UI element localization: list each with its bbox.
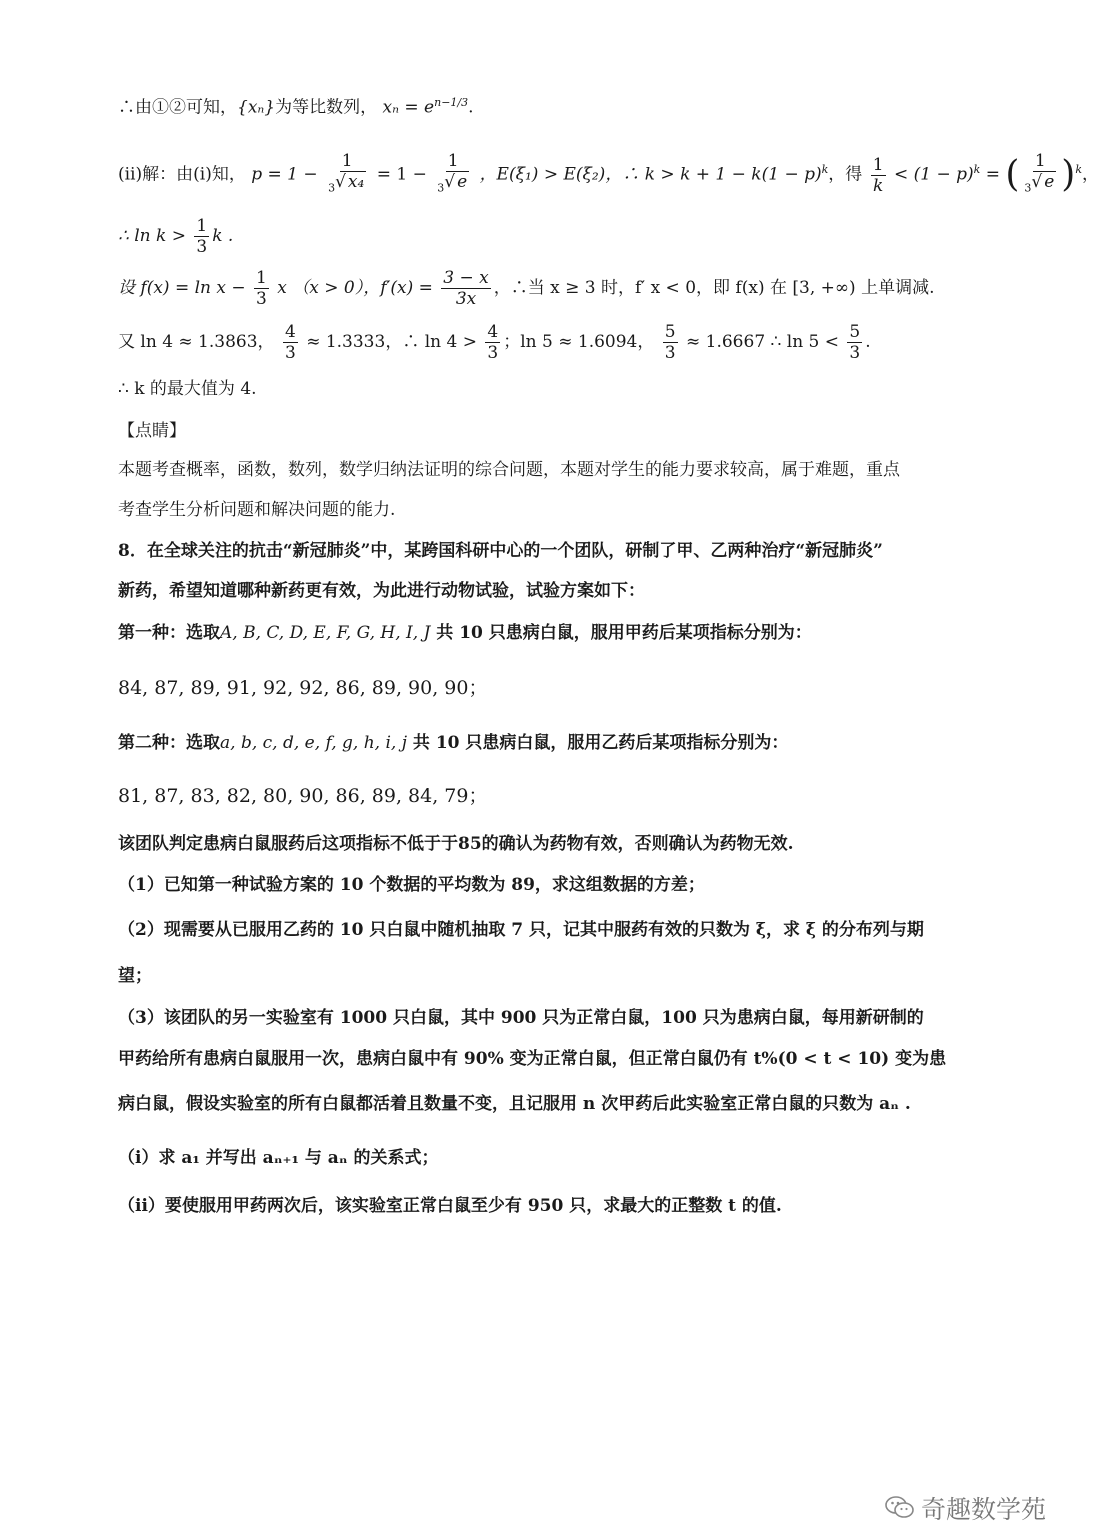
question-1: （1）已知第一种试验方案的 10 个数据的平均数为 89，求这组数据的方差； <box>118 875 705 895</box>
fraction: $\frac{5}{3}$ <box>849 322 861 363</box>
subquestion-ii: （ii）要使服用甲药两次后，该实验室正常白鼠至少有 950 只，求最大的正整数 t 的值. <box>118 1196 782 1216</box>
dianjing-heading: 【点睛】 <box>118 421 186 441</box>
comment-line-2: 考查学生分析问题和解决问题的能力. <box>118 500 396 520</box>
fraction: $\frac{1}{3}$ <box>196 216 208 257</box>
wechat-icon <box>885 1495 915 1521</box>
solution-line-2: (ⅱ)解：由(ⅰ)知， p = 1 − $\frac{1}{_3√ x_4}$ = 1 − $\frac{1}{_3√ e}$ ，E(ξ₁) > E(ξ₂)，∴ $k > k + 1 - k(1 - p)^k$，得 $\frac{1}{k}$ < $(1 - p)^k$ = ( $\frac{1}{_3√ e}$ )$^k$， <box>118 148 1020 199</box>
text: (ⅱ)解：由(ⅰ)知， <box>118 164 246 185</box>
fraction: $\frac{1}{_3√ e}$ <box>437 151 468 195</box>
solution-line-1 <box>118 90 1020 121</box>
text: ≈ 1.6667 ∴ ln 5 < <box>686 332 840 352</box>
solution-line-4 <box>118 266 1020 310</box>
question-3-line-3: 病白鼠，假设实验室的所有白鼠都活着且数量不变，且记服用 n 次甲药后此实验室正常白鼠的只数为 aₙ . <box>118 1094 911 1114</box>
text: ∴由①②可知， <box>118 97 237 118</box>
formula: x （x > 0），f′(x) = <box>277 278 433 298</box>
text: ≈ 1.3333，∴ ln 4 > <box>306 332 477 352</box>
question-2-line-1: （2）现需要从已服用乙药的 10 只白鼠中随机抽取 7 只，记其中服药有效的只数为 ξ，求 ξ 的分布列与期 <box>118 920 924 940</box>
text: ，∴当 x ≥ 3 时，f′ x < 0，即 f(x) 在 [3, +∞) 上单调减. <box>493 278 935 298</box>
formula: ，E(ξ₁) > E(ξ₂)，∴ k > k + 1 − k(1 − p) <box>479 164 822 185</box>
fraction: $\frac{4}{3}$ <box>284 322 296 363</box>
problem8-stem-2: 新药，希望知道哪种新药更有效，为此进行动物试验，试验方案如下： <box>118 581 645 601</box>
validity-rule: 该团队判定患病白鼠服药后这项指标不低于于85的确认为药物有效，否则确认为药物无效. <box>118 834 794 854</box>
formula: 设 f(x) = ln x − <box>118 278 246 298</box>
fraction: $\frac{1}{_3√ e}$ <box>1024 151 1055 195</box>
watermark-text: 奇趣数学苑 <box>920 1495 1046 1524</box>
plan2-letters: a, b, c, d, e, f, g, h, i, j <box>220 733 407 753</box>
text: 又 ln 4 ≈ 1.3863， <box>118 332 275 352</box>
plan1-letters: A, B, C, D, E, F, G, H, I, J <box>220 623 431 643</box>
solution-line-3: ∴ ln k > $\frac{1}{3}$ k . <box>118 216 234 257</box>
problem8-stem-1: 8．在全球关注的抗击“新冠肺炎”中，某跨国科研中心的一个团队，研制了甲、乙两种治疗“新冠肺炎” <box>118 541 883 561</box>
plan1-line: 第一种：选取A, B, C, D, E, F, G, H, I, J 共 10 只患病白鼠，服用甲药后某项指标分别为： <box>118 623 812 643</box>
fraction: $\frac{1}{k}$ <box>872 154 884 196</box>
formula: = 1 − <box>376 164 427 185</box>
fraction: $\frac{3 - x}{3x}$ <box>443 268 489 309</box>
question-3-line-2: 甲药给所有患病白鼠服用一次，患病白鼠中有 90% 变为正常白鼠，但正常白鼠仍有 t%(0 < t < 10) 变为患 <box>118 1049 947 1069</box>
plan1-data: 84, 87, 89, 91, 92, 92, 86, 89, 90, 90； <box>118 677 488 699</box>
solution-conclusion: ∴ k 的最大值为 4. <box>118 379 257 399</box>
subquestion-i: （i）求 a₁ 并写出 aₙ₊₁ 与 aₙ 的关系式； <box>118 1148 439 1168</box>
sequence-symbol: {xₙ} <box>237 97 276 118</box>
formula: xₙ = e <box>382 97 435 118</box>
fraction: $\frac{4}{3}$ <box>487 322 499 363</box>
fraction: $\frac{1}{3}$ <box>256 268 267 309</box>
watermark <box>885 1492 1046 1524</box>
question-2-line-2: 望； <box>118 966 152 986</box>
text: . <box>468 97 474 118</box>
text: ，得 <box>828 164 863 185</box>
solution-line-5: 又 ln 4 ≈ 1.3863， $\frac{4}{3}$ ≈ 1.3333，∴ ln 4 > $\frac{4}{3}$ ；ln 5 ≈ 1.6094， $\frac{5}{3}$ ≈ 1.6667 ∴ ln 5 < $\frac{5}{3}$ . <box>118 322 871 363</box>
formula: ∴ ln k > <box>118 226 186 246</box>
formula-exponent: n−1/3 <box>434 96 469 109</box>
question-3-line-1: （3）该团队的另一实验室有 1000 只白鼠，其中 900 只为正常白鼠，100 只为患病白鼠，每用新研制的 <box>118 1008 924 1028</box>
formula: p = 1 − <box>251 164 318 185</box>
comment-line-1: 本题考查概率，函数，数列，数学归纳法证明的综合问题，本题对学生的能力要求较高，属于难题，重点 <box>118 460 900 480</box>
fraction: $\frac{1}{_3√ x_4}$ <box>328 151 365 195</box>
plan2-data: 81, 87, 83, 82, 80, 90, 86, 89, 84, 79； <box>118 785 488 807</box>
formula: < (1 − p) <box>893 164 974 185</box>
fraction: $\frac{5}{3}$ <box>664 322 676 363</box>
text: 为等比数列， <box>275 97 378 118</box>
text: ；ln 5 ≈ 1.6094， <box>503 332 655 352</box>
plan2-line: 第二种：选取a, b, c, d, e, f, g, h, i, j 共 10 只患病白鼠，服用乙药后某项指标分别为： <box>118 733 789 753</box>
